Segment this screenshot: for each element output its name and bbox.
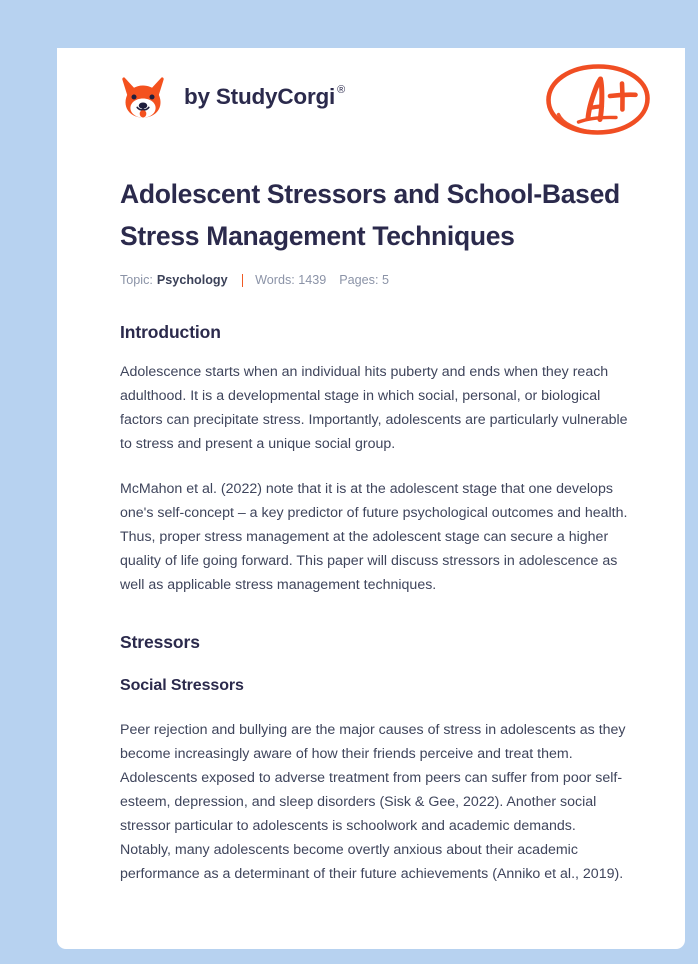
article-content	[120, 174, 630, 886]
section-heading-stressors: Stressors	[120, 632, 200, 652]
studycorgi-brand[interactable]	[120, 74, 345, 120]
document-sheet	[57, 48, 685, 949]
article-meta	[120, 273, 630, 287]
registered-trademark-icon: ®	[337, 84, 346, 96]
paragraph: Peer rejection and bullying are the major causes of stress in adolescents as they become increasingly aware of how their friends perceive and treat them. Adolescents exposed to adverse treatment from peers can suffer from poor self-esteem, depression, and sleep disorders (Sisk & Gee, 2022). Another social stressor particular to adolescents is schoolwork and academic demands. Notably, many adolescents become overtly anxious about their academic performance as a determinant of their future achievements (Anniko et al., 2019).	[120, 722, 626, 882]
brand-by-label: by	[184, 84, 210, 109]
meta-topic-label: Topic:	[120, 273, 153, 287]
brand-name-label: StudyCorgi	[215, 84, 336, 109]
meta-page-count: Pages: 5	[339, 273, 389, 287]
page-title: Adolescent Stressors and School-Based Stress Management Techniques	[120, 179, 620, 251]
corgi-logo-icon	[120, 74, 166, 120]
brand-wordmark	[184, 84, 345, 110]
meta-word-count: Words: 1439	[255, 273, 327, 287]
paragraph: McMahon et al. (2022) note that it is at the adolescent stage that one develops one's self-concept – a key predictor of future psychological outcomes and health. Thus, proper stress management at the adolescent stage can secure a higher quality of life going forward. This paper will discuss stressors in adolescence as well as applicable stress management techniques.	[120, 481, 628, 593]
section-heading-introduction: Introduction	[120, 322, 221, 342]
meta-separator	[242, 274, 244, 287]
subsection-heading-social-stressors: Social Stressors	[120, 677, 244, 694]
meta-topic-value[interactable]: Psychology	[156, 273, 228, 287]
paragraph: Adolescence starts when an individual hits puberty and ends when they reach adulthood. It is a developmental stage in which social, personal, or biological factors can precipitate stress. Importantly, adolescents are particularly vulnerable to stress and present a unique social group.	[120, 364, 628, 452]
document-header	[57, 48, 685, 158]
